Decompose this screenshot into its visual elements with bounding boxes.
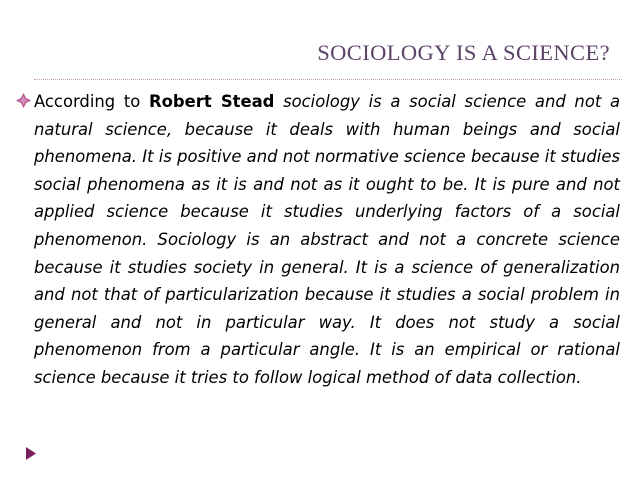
title-divider: [34, 79, 622, 80]
paragraph-lead: According to: [34, 92, 141, 111]
slide-title: SOCIOLOGY IS A SCIENCE?: [317, 40, 610, 65]
diamond-bullet-icon: [16, 93, 31, 108]
author-name: Robert Stead: [149, 92, 275, 111]
triangle-bullet-icon: [26, 447, 36, 460]
paragraph-text: sociology is a social science and not a natural science, because it deals with human beings and social phenomena. It is positive and not normative science because it studies social phenomena as it is and not as it ought to be. It is pure and not applied science because it studies underlying factors of a social phenomenon. Sociology is an abstract and not a concrete science because it studies society in general. It is a science of generalization and not that of particularization because it studies a social problem in general and not in particular way. It does not study a social phenomenon from a particular angle. It is an empirical or rational science because it tries to follow logical method of data collection.: [34, 92, 620, 387]
bullet-paragraph: [34, 88, 620, 392]
